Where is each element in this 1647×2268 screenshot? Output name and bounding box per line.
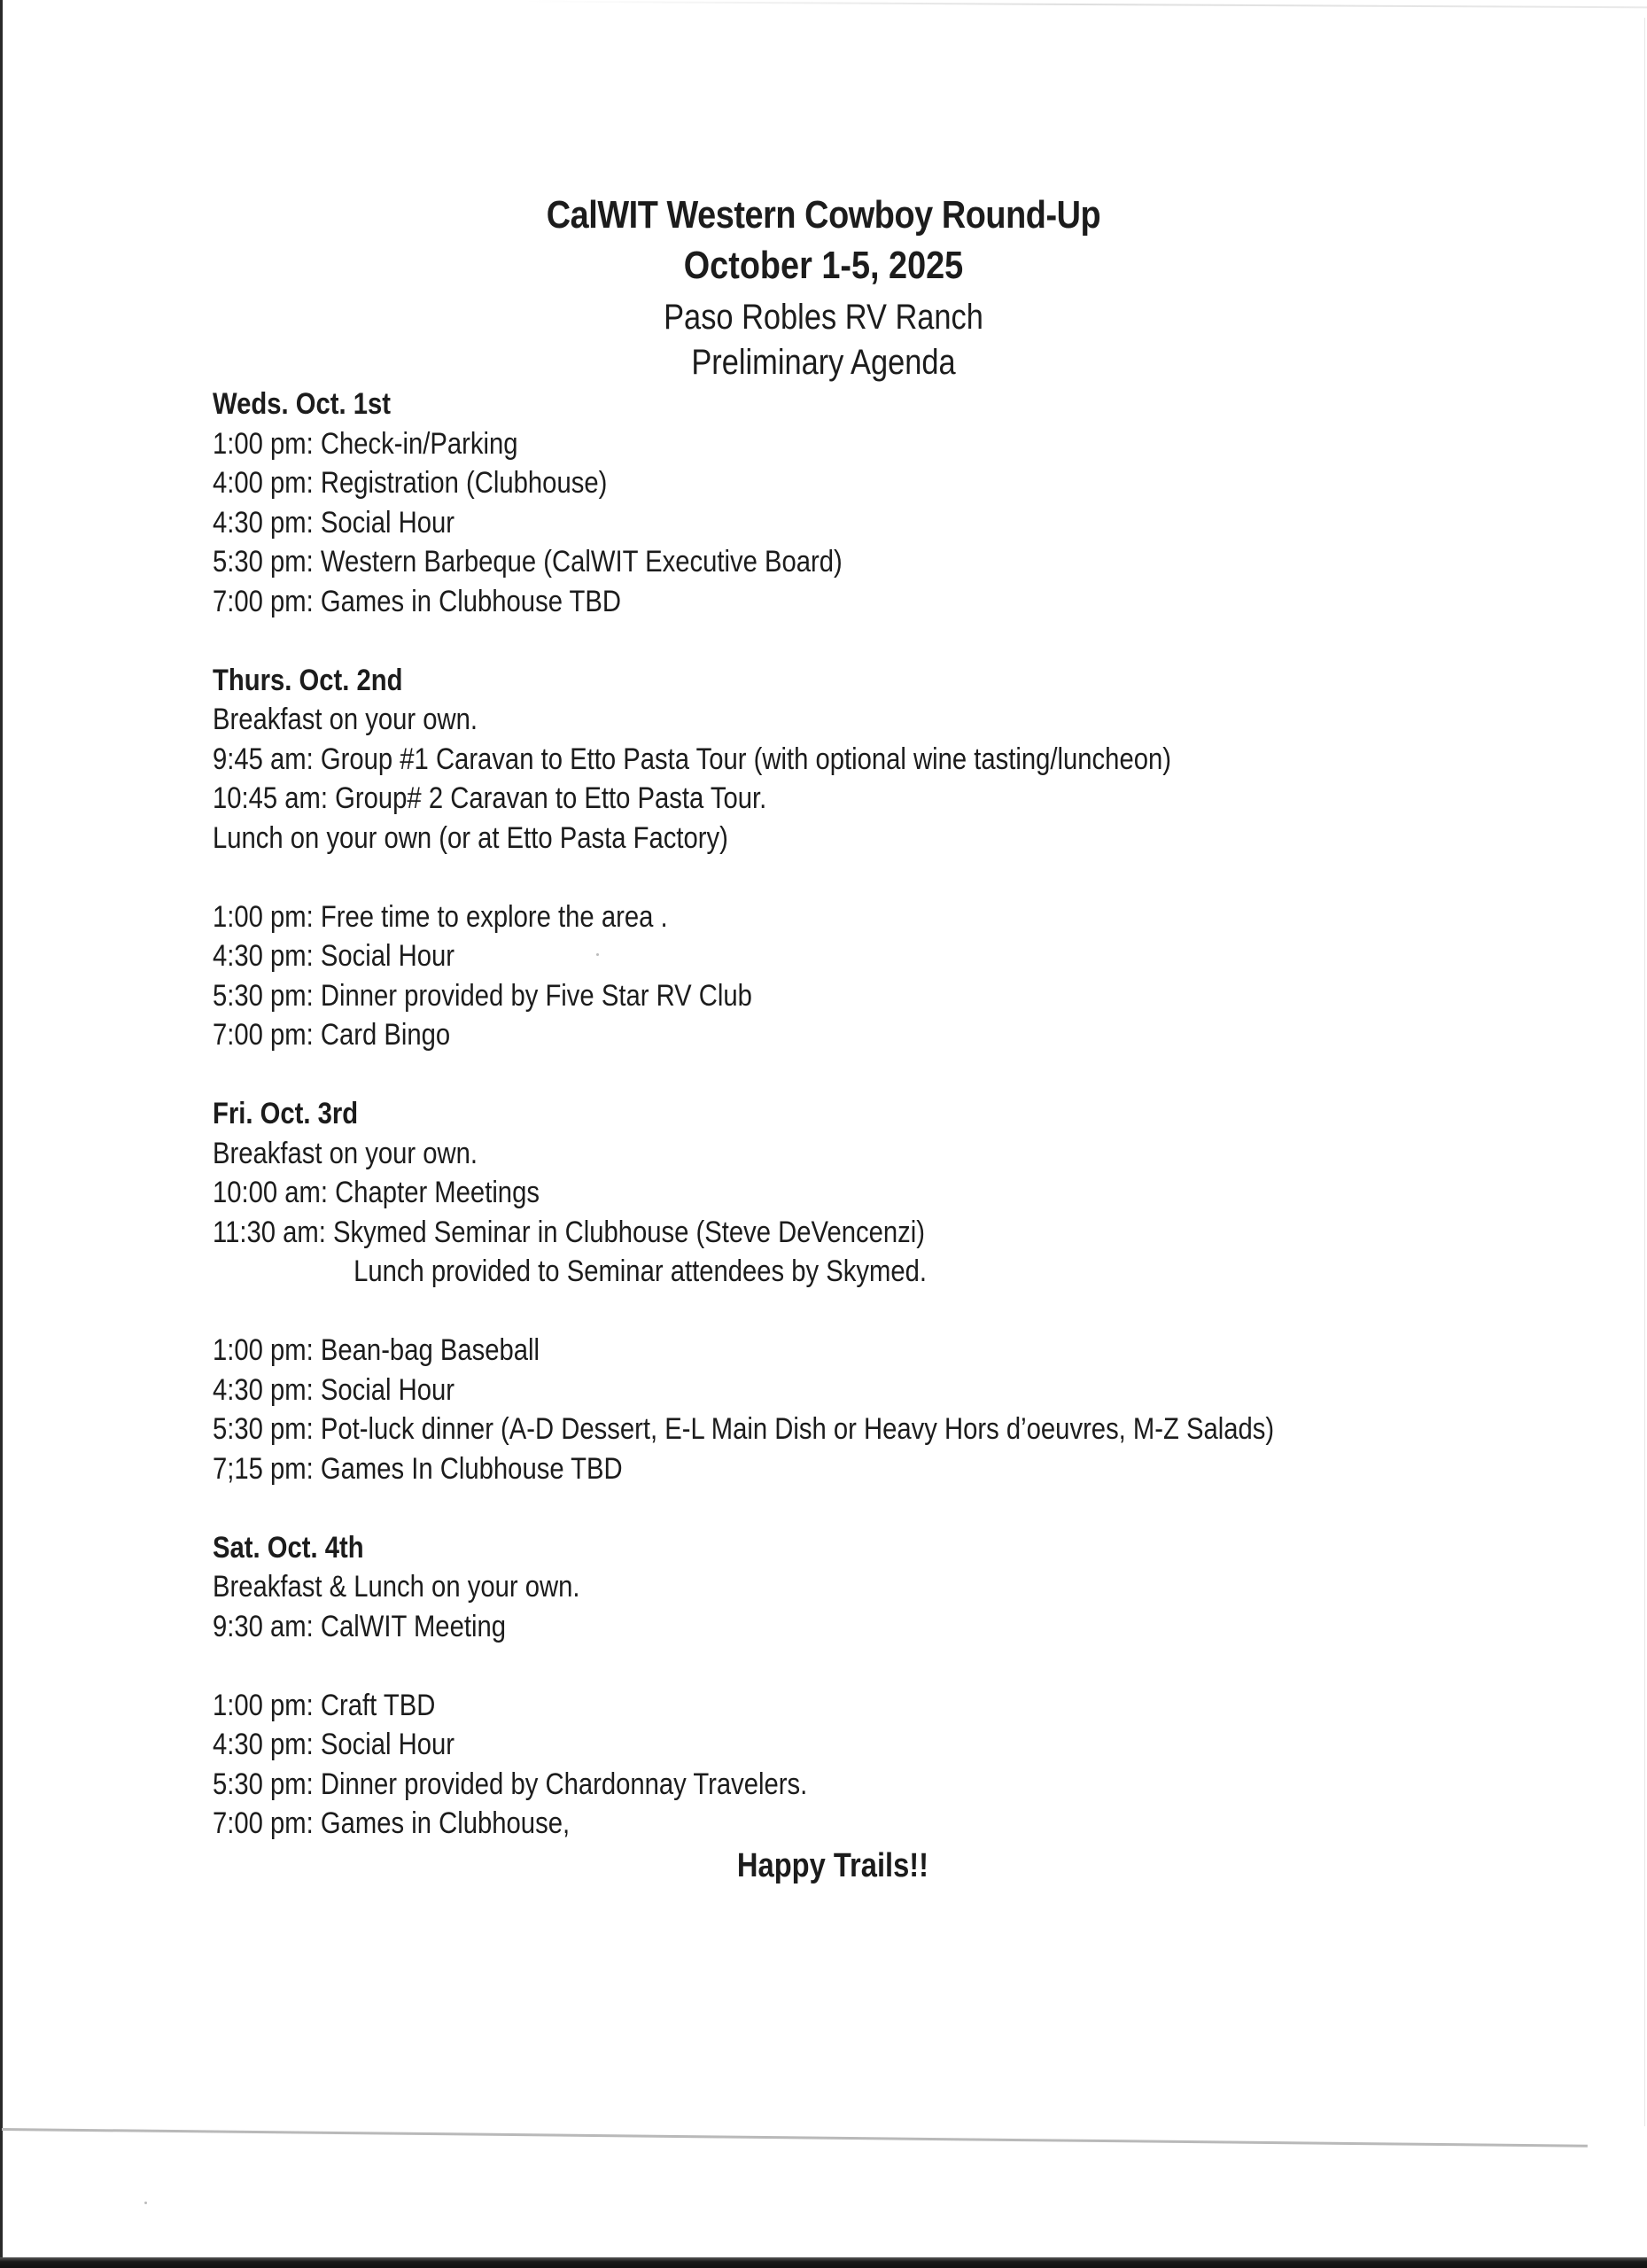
event-dates: October 1-5, 2025 [683,244,964,287]
scan-speck [596,953,599,956]
agenda-item: 4:30 pm: Social Hour [213,505,455,540]
agenda-item: 5:30 pm: Dinner provided by Five Star RV Club [213,978,752,1013]
agenda-item: 5:30 pm: Western Barbeque (CalWIT Executive Board) [213,545,843,579]
day-separator [213,621,1595,661]
agenda-item: Lunch provided to Seminar attendees by Skymed. [353,1254,928,1288]
agenda-item: 1:00 pm: Check-in/Parking [213,426,518,461]
agenda-item: Breakfast on your own. [213,703,478,736]
agenda-item: 4:30 pm: Social Hour [213,1372,455,1407]
day-section [213,1528,1595,1844]
day-section [213,1094,1595,1488]
agenda-item: Breakfast on your own. [213,1136,478,1170]
closing-message: Happy Trails!! [736,1847,929,1884]
day-section [213,661,1595,1055]
blank-line [213,858,1595,897]
scan-left-edge [0,0,3,2268]
agenda-item: 1:00 pm: Free time to explore the area . [213,899,668,934]
agenda-item: Breakfast & Lunch on your own. [213,1570,580,1604]
day-heading: Fri. Oct. 3rd [213,1097,359,1130]
agenda-item: 9:30 am: CalWIT Meeting [213,1609,506,1643]
agenda-item: 10:00 am: Chapter Meetings [213,1176,540,1209]
agenda-item: Lunch on your own (or at Etto Pasta Factory) [213,820,728,855]
agenda-item: 7:00 pm: Games in Clubhouse, [213,1806,571,1840]
agenda-item: 1:00 pm: Bean-bag Baseball [213,1333,540,1367]
agenda-item: 1:00 pm: Craft TBD [213,1688,436,1722]
blank-line [213,1292,1595,1332]
document-subtitle: Preliminary Agenda [691,343,956,382]
scan-right-edge [1644,18,1645,2126]
agenda-item: 9:45 am: Group #1 Caravan to Etto Pasta Tour (with optional wine tasting/luncheon) [213,742,1171,776]
agenda [213,384,1595,1844]
day-heading: Weds. Oct. 1st [213,387,391,421]
agenda-item: 4:30 pm: Social Hour [213,939,455,973]
agenda-item: 7:00 pm: Card Bingo [213,1018,451,1052]
agenda-item: 11:30 am: Skymed Seminar in Clubhouse (Steve DeVencenzi) [213,1215,925,1249]
day-section [213,384,1595,621]
scan-fold-line [2,2128,1588,2148]
agenda-item: 5:30 pm: Dinner provided by Chardonnay Travelers. [213,1767,808,1801]
agenda-item: 5:30 pm: Pot-luck dinner (A-D Dessert, E-L Main Dish or Heavy Hors d’oeuvres, M-Z Salads) [213,1412,1275,1446]
agenda-item: 7:00 pm: Games in Clubhouse TBD [213,584,622,618]
scan-speck [144,2202,147,2204]
agenda-item: 7;15 pm: Games In Clubhouse TBD [213,1451,623,1486]
agenda-item: 4:30 pm: Social Hour [213,1728,455,1761]
agenda-item: 10:45 am: Group# 2 Caravan to Etto Pasta Tour. [213,781,767,815]
scan-top-edge [523,1,1647,9]
scan-bottom-edge [0,2257,1647,2268]
day-separator [213,1055,1595,1095]
day-heading: Sat. Oct. 4th [213,1530,364,1565]
day-separator [213,1488,1595,1528]
blank-line [213,1646,1595,1686]
agenda-item: 4:00 pm: Registration (Clubhouse) [213,466,608,500]
document-title: CalWIT Western Cowboy Round-Up [546,193,1101,237]
day-heading: Thurs. Oct. 2nd [213,663,403,697]
event-venue: Paso Robles RV Ranch [664,298,983,337]
